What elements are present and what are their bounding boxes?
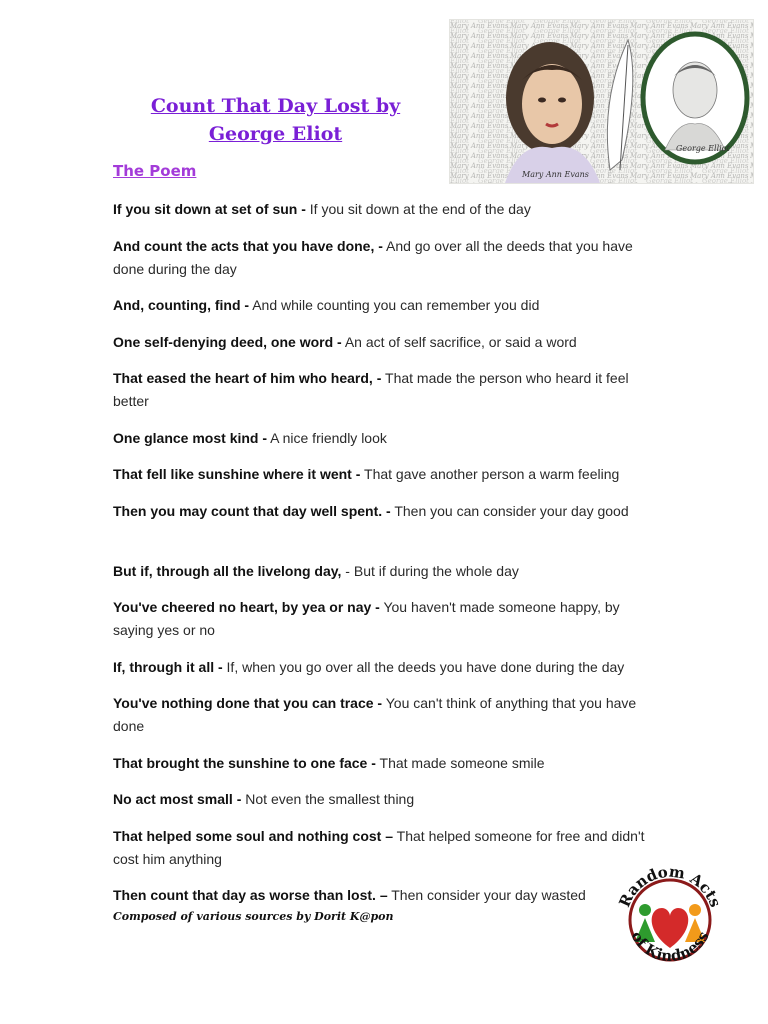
random-acts-of-kindness-logo [605,850,735,980]
poem-line [113,331,661,354]
meaning-text: - But if during the whole day [341,562,519,579]
verse-text: No act most small - [113,791,242,807]
poem-line [113,788,661,811]
verse-text: One glance most kind - [113,429,268,446]
credit-line: Composed of various sources by Dorit K@pon [113,910,394,923]
meaning-text: If, when you go over all the deeds you have done during the day [222,658,625,675]
portrait-caption-left: Mary Ann Evans [522,170,589,179]
poem-line [113,463,661,486]
meaning-text: That made someone smile [375,754,545,771]
verse-text: Then count that day as worse than lost. – [113,887,388,903]
poem-line [113,367,661,413]
meaning-text: That helped someone for free and didn't cost him anything [113,827,645,867]
meaning-text: A nice friendly look [267,429,387,446]
meaning-text: Then you can consider your day good [390,502,629,519]
verse-text: That fell like sunshine where it went - [113,466,361,482]
logo-text [605,850,735,980]
title-line-1: Count That Day Lost by [150,95,401,117]
verse-text: And count the acts that you have done, - [113,237,383,254]
svg-text:of Kindness: of Kindness [627,928,713,966]
svg-text:Random Acts: Random Acts [615,862,725,910]
verse-text: That eased the heart of him who heard, - [113,370,382,386]
meaning-text: That made the person who heard it feel better [113,370,629,409]
poem-line [113,427,661,450]
verse-text: That helped some soul and nothing cost – [113,827,394,844]
poem-line [113,752,661,775]
meaning-text: You can't think of anything that you have done [113,695,637,734]
meaning-text: That gave another person a warm feeling [360,466,620,482]
man-portrait [643,34,747,162]
poem-line [113,294,661,317]
verse-text: You've nothing done that you can trace - [113,695,383,711]
poem-line [113,560,661,583]
meaning-text: You haven't made someone happy, by saying yes or no [113,599,620,638]
portrait-illustration [450,20,753,183]
section-heading: The Poem [113,162,197,180]
poem-lines [113,198,661,921]
document-title [113,92,438,148]
poem-line [113,884,661,907]
portrait-caption-right: George Elliot [676,144,730,153]
meaning-text: And while counting you can remember you did [249,297,540,313]
verse-text: And, counting, find - [113,297,250,313]
meaning-text: If you sit down at the end of the day [305,201,531,217]
meaning-text: Then consider your day wasted [387,887,586,903]
verse-text: But if, through all the livelong day, [113,562,342,579]
poem-line [113,692,661,738]
meaning-text: An act of self sacrifice, or said a word [341,333,577,350]
author-portrait-image [449,19,754,184]
verse-text: One self-denying deed, one word - [113,333,342,350]
verse-text: Then you may count that day well spent. - [113,502,391,519]
poem-line [113,198,661,221]
poem-line [113,500,661,523]
verse-text: You've cheered no heart, by yea or nay - [113,599,380,615]
poem-line [113,656,661,679]
poem-line [113,596,661,642]
meaning-text: And go over all the deeds that you have done during the day [113,237,633,277]
verse-text: If, through it all - [113,658,223,675]
verse-text: That brought the sunshine to one face - [113,754,376,771]
meaning-text: Not even the smallest thing [241,791,415,807]
poem-line [113,235,661,281]
title-line-2: George Eliot [208,123,343,145]
poem-line [113,825,661,871]
verse-text: If you sit down at set of sun - [113,201,306,217]
